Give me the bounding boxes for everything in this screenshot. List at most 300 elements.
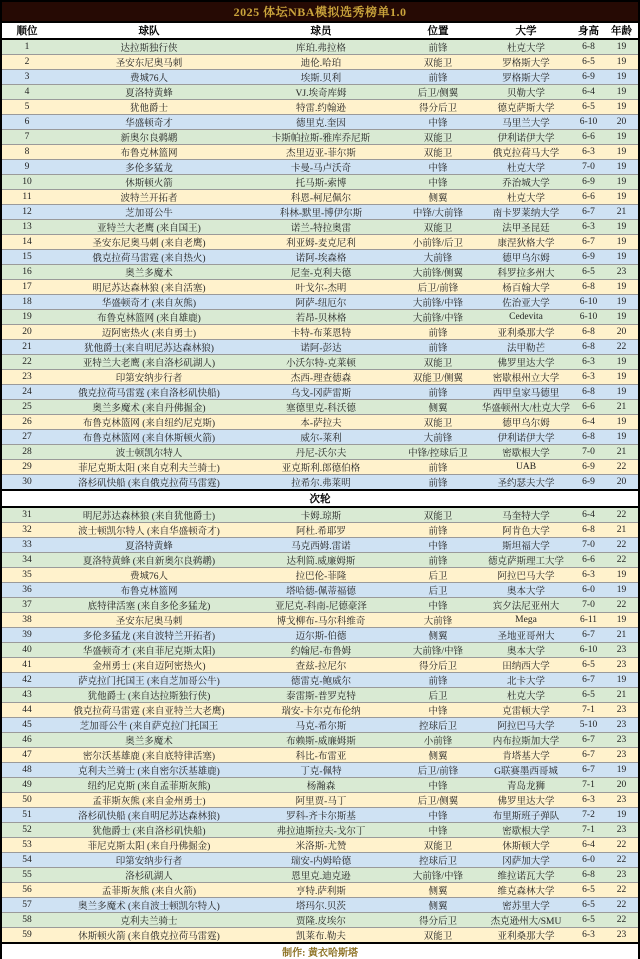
position-cell: 大前锋: [396, 613, 480, 628]
position-cell: 侧翼: [396, 628, 480, 643]
pick-cell: 55: [2, 868, 52, 883]
pick-cell: 39: [2, 628, 52, 643]
draft-row-58: [2, 913, 638, 928]
position-cell: 双能卫: [396, 838, 480, 853]
height-cell: 6-9: [572, 250, 605, 265]
position-cell: 控球后卫: [396, 853, 480, 868]
position-cell: 大前锋/中锋: [396, 310, 480, 325]
draft-row-46: [2, 733, 638, 748]
player-cell: 科林-默里-博伊尔斯: [246, 205, 396, 220]
college-cell: Cedevita: [480, 310, 572, 325]
height-cell: 6-5: [572, 913, 605, 928]
credit-footer-row: [2, 943, 638, 959]
player-cell: 拉希尔.弗莱明: [246, 475, 396, 491]
college-cell: 马奎特大学: [480, 507, 572, 523]
age-cell: 22: [605, 598, 638, 613]
team-cell: 印第安纳步行者: [52, 853, 246, 868]
team-cell: 多伦多猛龙 (来自波特兰开拓者): [52, 628, 246, 643]
height-cell: 7-0: [572, 598, 605, 613]
college-cell: 杨百翰大学: [480, 280, 572, 295]
position-cell: 大前锋/中锋: [396, 643, 480, 658]
draft-row-44: [2, 703, 638, 718]
college-cell: 阿肯色大学: [480, 523, 572, 538]
draft-row-51: [2, 808, 638, 823]
draft-row-59: [2, 928, 638, 944]
pick-cell: 9: [2, 160, 52, 175]
draft-row-8: [2, 145, 638, 160]
player-cell: 布赖斯-威廉姆斯: [246, 733, 396, 748]
college-cell: 肯塔基大学: [480, 748, 572, 763]
height-cell: 6-5: [572, 100, 605, 115]
height-cell: 6-8: [572, 868, 605, 883]
draft-row-5: [2, 100, 638, 115]
team-cell: 明尼苏达森林狼 (来自犹他爵士): [52, 507, 246, 523]
height-cell: 7-0: [572, 160, 605, 175]
college-cell: 休斯顿大学: [480, 838, 572, 853]
college-cell: 杰克逊州大/SMU: [480, 913, 572, 928]
age-cell: 19: [605, 175, 638, 190]
player-cell: 弗拉迪斯拉夫-戈尔丁: [246, 823, 396, 838]
age-cell: 23: [605, 658, 638, 673]
age-cell: 23: [605, 733, 638, 748]
draft-row-20: [2, 325, 638, 340]
college-cell: 德克萨斯大学: [480, 100, 572, 115]
college-cell: 科罗拉多州大: [480, 265, 572, 280]
age-cell: 23: [605, 265, 638, 280]
draft-row-27: [2, 430, 638, 445]
team-cell: 新奥尔良鹈鹕: [52, 130, 246, 145]
position-cell: 中锋: [396, 175, 480, 190]
height-cell: 6-4: [572, 85, 605, 100]
height-cell: 6-6: [572, 130, 605, 145]
age-cell: 23: [605, 868, 638, 883]
player-cell: 杰西-理查德森: [246, 370, 396, 385]
height-cell: 7-0: [572, 445, 605, 460]
college-cell: 克雷顿大学: [480, 703, 572, 718]
team-cell: 休斯顿火箭: [52, 175, 246, 190]
draft-row-4: [2, 85, 638, 100]
college-cell: 罗格斯大学: [480, 70, 572, 85]
college-cell: 内布拉斯加大学: [480, 733, 572, 748]
team-cell: 迈阿密热火 (来自勇士): [52, 325, 246, 340]
college-cell: 德甲乌尔姆: [480, 250, 572, 265]
height-cell: 6-0: [572, 583, 605, 598]
player-cell: 瑞安-内姆哈德: [246, 853, 396, 868]
column-header-6: 年龄: [605, 22, 638, 39]
age-cell: 21: [605, 628, 638, 643]
college-cell: 马里兰大学: [480, 115, 572, 130]
draft-row-6: [2, 115, 638, 130]
draft-row-28: [2, 445, 638, 460]
college-cell: 维拉诺瓦大学: [480, 868, 572, 883]
team-cell: 明尼苏达森林狼 (来自活塞): [52, 280, 246, 295]
position-cell: 双能卫: [396, 507, 480, 523]
pick-cell: 11: [2, 190, 52, 205]
college-cell: 亚利桑那大学: [480, 325, 572, 340]
player-cell: 小沃尔特-克莱顿: [246, 355, 396, 370]
college-cell: UAB: [480, 460, 572, 475]
team-cell: 布鲁克林篮网: [52, 583, 246, 598]
player-cell: 亚尼克-科南-尼德豪泽: [246, 598, 396, 613]
draft-row-48: [2, 763, 638, 778]
draft-row-45: [2, 718, 638, 733]
pick-cell: 24: [2, 385, 52, 400]
age-cell: 19: [605, 220, 638, 235]
team-cell: 孟菲斯灰熊 (来自火箭): [52, 883, 246, 898]
age-cell: 20: [605, 475, 638, 491]
draft-row-47: [2, 748, 638, 763]
position-cell: 后卫/侧翼: [396, 85, 480, 100]
player-cell: 科恩-柯尼佩尔: [246, 190, 396, 205]
college-cell: 罗格斯大学: [480, 55, 572, 70]
position-cell: 中锋/控球后卫: [396, 445, 480, 460]
team-cell: 奥兰多魔术 (来自波士顿凯尔特人): [52, 898, 246, 913]
team-cell: 菲尼克斯太阳 (来自丹佛掘金): [52, 838, 246, 853]
position-cell: 前锋: [396, 673, 480, 688]
position-cell: 双能卫/侧翼: [396, 370, 480, 385]
position-cell: 后卫: [396, 688, 480, 703]
age-cell: 19: [605, 568, 638, 583]
player-cell: 博戈柳布-马尔科维奇: [246, 613, 396, 628]
age-cell: 22: [605, 853, 638, 868]
player-cell: 德雷克-鲍威尔: [246, 673, 396, 688]
team-cell: 布鲁克林篮网: [52, 145, 246, 160]
pick-cell: 32: [2, 523, 52, 538]
pick-cell: 28: [2, 445, 52, 460]
height-cell: 6-6: [572, 400, 605, 415]
player-cell: 阿萨-纽厄尔: [246, 295, 396, 310]
pick-cell: 25: [2, 400, 52, 415]
team-cell: 亚特兰大老鹰 (来自国王): [52, 220, 246, 235]
team-cell: 萨克拉门托国王 (来自芝加哥公牛): [52, 673, 246, 688]
position-cell: 大前锋/侧翼: [396, 265, 480, 280]
team-cell: 达拉斯独行侠: [52, 39, 246, 55]
college-cell: 德甲乌尔姆: [480, 415, 572, 430]
player-cell: 泰雷斯-普罗克特: [246, 688, 396, 703]
pick-cell: 41: [2, 658, 52, 673]
pick-cell: 45: [2, 718, 52, 733]
team-cell: 洛杉矶快船 (来自明尼苏达森林狼): [52, 808, 246, 823]
position-cell: 前锋: [396, 475, 480, 491]
position-cell: 双能卫: [396, 928, 480, 944]
player-cell: 塞德里克-科沃德: [246, 400, 396, 415]
position-cell: 中锋: [396, 538, 480, 553]
pick-cell: 13: [2, 220, 52, 235]
player-cell: 威尔-莱利: [246, 430, 396, 445]
pick-cell: 8: [2, 145, 52, 160]
position-cell: 前锋: [396, 523, 480, 538]
player-cell: 罗科-齐卡尔斯基: [246, 808, 396, 823]
pick-cell: 56: [2, 883, 52, 898]
age-cell: 19: [605, 85, 638, 100]
college-cell: 乔治城大学: [480, 175, 572, 190]
position-cell: 后卫: [396, 568, 480, 583]
position-cell: 双能卫: [396, 415, 480, 430]
college-cell: 杜克大学: [480, 190, 572, 205]
player-cell: 迪伦.哈珀: [246, 55, 396, 70]
age-cell: 19: [605, 355, 638, 370]
height-cell: 6-5: [572, 658, 605, 673]
age-cell: 20: [605, 115, 638, 130]
team-cell: 奥兰多魔术: [52, 265, 246, 280]
player-cell: 达利简.威廉姆斯: [246, 553, 396, 568]
draft-row-55: [2, 868, 638, 883]
position-cell: 中锋: [396, 160, 480, 175]
age-cell: 22: [605, 838, 638, 853]
height-cell: 7-1: [572, 703, 605, 718]
age-cell: 19: [605, 583, 638, 598]
college-cell: 北卡大学: [480, 673, 572, 688]
age-cell: 19: [605, 130, 638, 145]
height-cell: 6-7: [572, 628, 605, 643]
team-cell: 华盛顿奇才 (来自灰熊): [52, 295, 246, 310]
team-cell: 夏洛特黄蜂: [52, 85, 246, 100]
player-cell: 德里克.奎因: [246, 115, 396, 130]
draft-row-56: [2, 883, 638, 898]
height-cell: 6-7: [572, 763, 605, 778]
height-cell: 6-3: [572, 370, 605, 385]
position-cell: 中锋/大前锋: [396, 205, 480, 220]
draft-row-15: [2, 250, 638, 265]
height-cell: 7-0: [572, 538, 605, 553]
team-cell: 圣安东尼奥马刺 (来自老鹰): [52, 235, 246, 250]
draft-row-9: [2, 160, 638, 175]
team-cell: 亚特兰大老鹰 (来自洛杉矶湖人): [52, 355, 246, 370]
draft-row-33: [2, 538, 638, 553]
college-cell: 布里斯班子弹队: [480, 808, 572, 823]
position-cell: 后卫: [396, 583, 480, 598]
position-cell: 后卫/前锋: [396, 763, 480, 778]
player-cell: 卡曼-马卢沃奇: [246, 160, 396, 175]
age-cell: 20: [605, 778, 638, 793]
height-cell: 6-9: [572, 460, 605, 475]
college-cell: 圣地亚哥州大: [480, 628, 572, 643]
draft-row-17: [2, 280, 638, 295]
age-cell: 23: [605, 643, 638, 658]
college-cell: 青岛龙狮: [480, 778, 572, 793]
player-cell: 阿里贾-马丁: [246, 793, 396, 808]
age-cell: 22: [605, 883, 638, 898]
height-cell: 6-5: [572, 265, 605, 280]
height-cell: 6-11: [572, 613, 605, 628]
draft-row-25: [2, 400, 638, 415]
pick-cell: 43: [2, 688, 52, 703]
pick-cell: 2: [2, 55, 52, 70]
second-round-divider: [2, 490, 638, 507]
player-cell: 贾隆.皮埃尔: [246, 913, 396, 928]
height-cell: 6-3: [572, 145, 605, 160]
age-cell: 21: [605, 205, 638, 220]
pick-cell: 54: [2, 853, 52, 868]
pick-cell: 33: [2, 538, 52, 553]
page-title: 2025 体坛NBA模拟选秀榜单1.0: [2, 2, 638, 22]
position-cell: 中锋: [396, 823, 480, 838]
draft-row-42: [2, 673, 638, 688]
pick-cell: 52: [2, 823, 52, 838]
position-cell: 双能卫: [396, 145, 480, 160]
column-header-2: 球员: [246, 22, 396, 39]
player-cell: 卡斯帕拉斯-雅库乔尼斯: [246, 130, 396, 145]
position-cell: 前锋: [396, 340, 480, 355]
draft-row-35: [2, 568, 638, 583]
height-cell: 6-10: [572, 643, 605, 658]
pick-cell: 40: [2, 643, 52, 658]
draft-table: [2, 2, 638, 959]
height-cell: 6-3: [572, 568, 605, 583]
age-cell: 19: [605, 39, 638, 55]
player-cell: 尼奎-克利夫德: [246, 265, 396, 280]
player-cell: 埃斯.贝利: [246, 70, 396, 85]
pick-cell: 48: [2, 763, 52, 778]
player-cell: 恩里克.迪克逊: [246, 868, 396, 883]
draft-row-49: [2, 778, 638, 793]
draft-row-2: [2, 55, 638, 70]
team-cell: 俄克拉荷马雷霆 (来自洛杉矶快船): [52, 385, 246, 400]
team-cell: 波士顿凯尔特人 (来自华盛顿奇才): [52, 523, 246, 538]
college-cell: Mega: [480, 613, 572, 628]
draft-row-23: [2, 370, 638, 385]
team-cell: 洛杉矶快船 (来自俄克拉荷马雷霆): [52, 475, 246, 491]
pick-cell: 37: [2, 598, 52, 613]
age-cell: 22: [605, 913, 638, 928]
position-cell: 侧翼: [396, 883, 480, 898]
position-cell: 后卫/侧翼: [396, 793, 480, 808]
draft-row-30: [2, 475, 638, 491]
height-cell: 7-1: [572, 823, 605, 838]
team-cell: 俄克拉荷马雷霆 (来自热火): [52, 250, 246, 265]
college-cell: 宾夕法尼亚州大: [480, 598, 572, 613]
college-cell: 西甲皇家马德里: [480, 385, 572, 400]
team-cell: 犹他爵士: [52, 100, 246, 115]
height-cell: 6-7: [572, 673, 605, 688]
age-cell: 19: [605, 235, 638, 250]
height-cell: 6-8: [572, 325, 605, 340]
height-cell: 6-5: [572, 898, 605, 913]
position-cell: 得分后卫: [396, 913, 480, 928]
college-cell: 阿拉巴马大学: [480, 718, 572, 733]
position-cell: 侧翼: [396, 748, 480, 763]
pick-cell: 16: [2, 265, 52, 280]
pick-cell: 57: [2, 898, 52, 913]
age-cell: 21: [605, 688, 638, 703]
column-header-4: 大学: [480, 22, 572, 39]
pick-cell: 10: [2, 175, 52, 190]
college-cell: 伊利诺伊大学: [480, 430, 572, 445]
draft-row-7: [2, 130, 638, 145]
player-cell: 乌戈-冈萨雷斯: [246, 385, 396, 400]
college-cell: 华盛顿州大/杜克大学: [480, 400, 572, 415]
age-cell: 22: [605, 898, 638, 913]
player-cell: 亚克斯利.郎德伯格: [246, 460, 396, 475]
team-cell: 费城76人: [52, 568, 246, 583]
team-cell: 芝加哥公牛: [52, 205, 246, 220]
team-cell: 克利夫兰骑士: [52, 913, 246, 928]
age-cell: 19: [605, 808, 638, 823]
draft-row-12: [2, 205, 638, 220]
age-cell: 19: [605, 295, 638, 310]
age-cell: 23: [605, 823, 638, 838]
draft-row-31: [2, 507, 638, 523]
age-cell: 20: [605, 325, 638, 340]
title-bar: [2, 2, 638, 22]
draft-row-40: [2, 643, 638, 658]
age-cell: 19: [605, 310, 638, 325]
position-cell: 小前锋/后卫: [396, 235, 480, 250]
position-cell: 双能卫: [396, 55, 480, 70]
college-cell: G联赛墨西哥城: [480, 763, 572, 778]
team-cell: 洛杉矶湖人: [52, 868, 246, 883]
draft-row-39: [2, 628, 638, 643]
pick-cell: 53: [2, 838, 52, 853]
college-cell: 杜克大学: [480, 688, 572, 703]
college-cell: 密歇根大学: [480, 823, 572, 838]
pick-cell: 34: [2, 553, 52, 568]
height-cell: 6-9: [572, 475, 605, 491]
height-cell: 6-8: [572, 340, 605, 355]
height-cell: 6-7: [572, 748, 605, 763]
team-cell: 夏洛特黄蜂: [52, 538, 246, 553]
position-cell: 中锋: [396, 703, 480, 718]
age-cell: 23: [605, 718, 638, 733]
player-cell: 丁克-佩特: [246, 763, 396, 778]
player-cell: 阿杜.希耶罗: [246, 523, 396, 538]
draft-row-54: [2, 853, 638, 868]
team-cell: 圣安东尼奥马刺: [52, 613, 246, 628]
position-cell: 大前锋: [396, 430, 480, 445]
height-cell: 6-10: [572, 115, 605, 130]
player-cell: 迈尔斯-伯德: [246, 628, 396, 643]
position-cell: 中锋: [396, 115, 480, 130]
team-cell: 俄克拉荷马雷霆 (来自亚特兰大老鹰): [52, 703, 246, 718]
position-cell: 侧翼: [396, 400, 480, 415]
team-cell: 密尔沃基雄鹿 (来自底特律活塞): [52, 748, 246, 763]
age-cell: 19: [605, 415, 638, 430]
age-cell: 19: [605, 250, 638, 265]
draft-row-18: [2, 295, 638, 310]
player-cell: 杰里迈亚-菲尔斯: [246, 145, 396, 160]
draft-row-19: [2, 310, 638, 325]
pick-cell: 58: [2, 913, 52, 928]
position-cell: 后卫/前锋: [396, 280, 480, 295]
draft-row-26: [2, 415, 638, 430]
pick-cell: 36: [2, 583, 52, 598]
team-cell: 底特律活塞 (来自多伦多猛龙): [52, 598, 246, 613]
player-cell: 诺阿-彭达: [246, 340, 396, 355]
pick-cell: 29: [2, 460, 52, 475]
pick-cell: 38: [2, 613, 52, 628]
team-cell: 印第安纳步行者: [52, 370, 246, 385]
height-cell: 6-8: [572, 385, 605, 400]
team-cell: 布鲁克林篮网 (来自纽约尼克斯): [52, 415, 246, 430]
player-cell: 马克-希尔斯: [246, 718, 396, 733]
player-cell: 本-萨拉夫: [246, 415, 396, 430]
team-cell: 布鲁克林篮网 (来自雄鹿): [52, 310, 246, 325]
position-cell: 中锋: [396, 598, 480, 613]
age-cell: 21: [605, 523, 638, 538]
height-cell: 7-2: [572, 808, 605, 823]
height-cell: 6-4: [572, 415, 605, 430]
column-header-1: 球队: [52, 22, 246, 39]
age-cell: 19: [605, 190, 638, 205]
height-cell: 6-6: [572, 553, 605, 568]
age-cell: 19: [605, 385, 638, 400]
pick-cell: 4: [2, 85, 52, 100]
height-cell: 6-5: [572, 883, 605, 898]
height-cell: 6-4: [572, 507, 605, 523]
height-cell: 6-3: [572, 928, 605, 944]
player-cell: VJ.埃奇库姆: [246, 85, 396, 100]
college-cell: 佛罗里达大学: [480, 355, 572, 370]
